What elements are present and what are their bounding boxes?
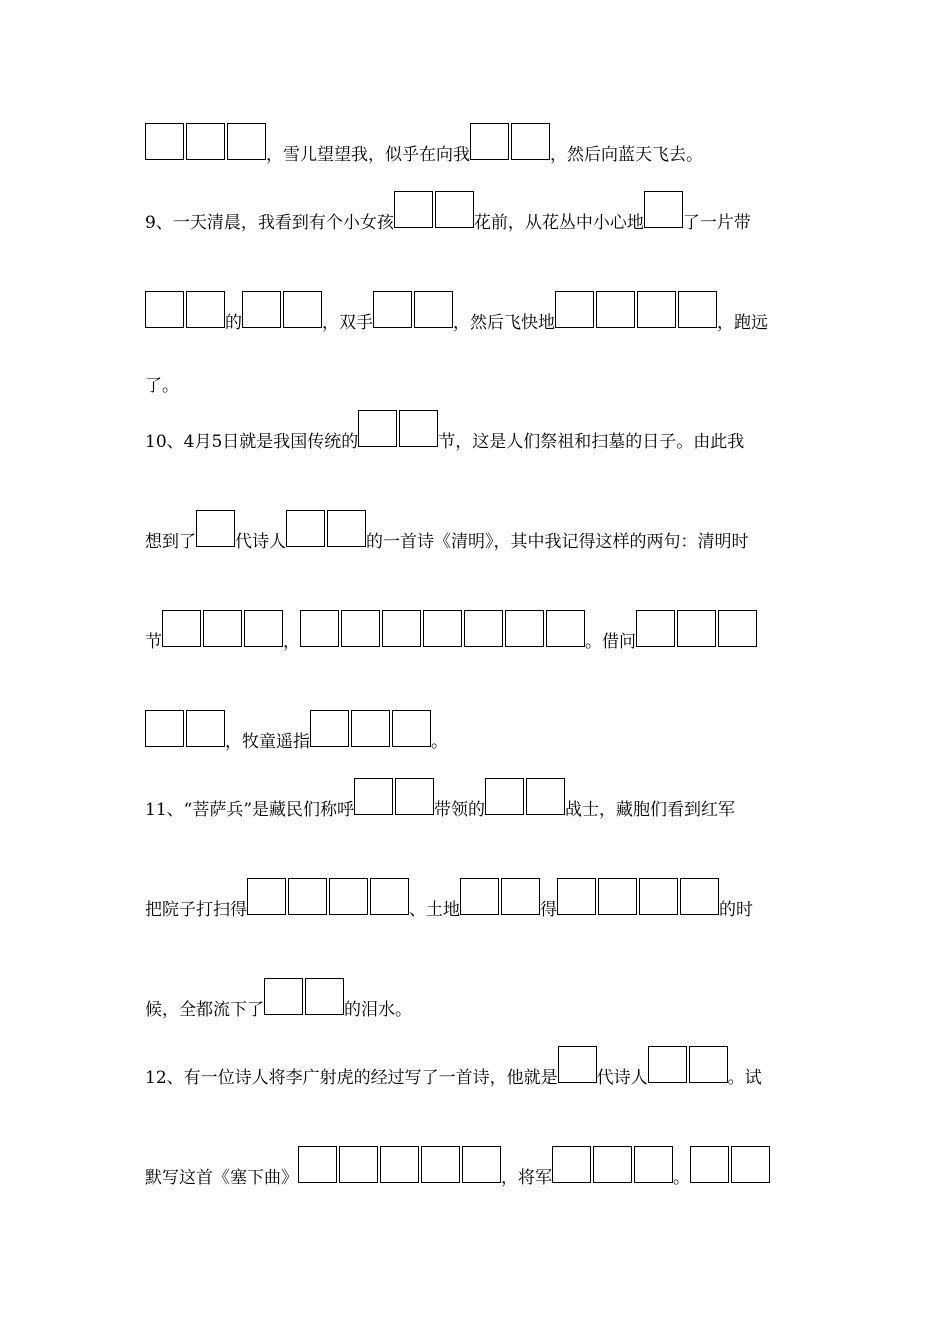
text-line (145, 294, 768, 334)
answer-box-group (354, 778, 434, 821)
answer-box-group (636, 610, 757, 653)
text-line (145, 981, 412, 1021)
line-text: 得 (540, 900, 557, 920)
answer-box-group (300, 610, 585, 653)
answer-box[interactable] (186, 291, 225, 328)
answer-box[interactable] (358, 410, 397, 447)
answer-box[interactable] (351, 710, 390, 747)
answer-box[interactable] (414, 291, 453, 328)
line-text: 带领的 (434, 800, 486, 820)
answer-box[interactable] (145, 291, 184, 328)
answer-box[interactable] (264, 978, 303, 1015)
answer-box-group (394, 191, 474, 234)
answer-box[interactable] (392, 710, 431, 747)
answer-box-group (298, 1146, 501, 1189)
answer-box[interactable] (247, 878, 286, 915)
answer-box[interactable] (596, 291, 635, 328)
line-text: 的泪水。 (344, 1000, 412, 1020)
text-line (145, 357, 179, 397)
answer-box-group (557, 878, 719, 921)
line-text: 了。 (145, 376, 179, 396)
answer-box[interactable] (298, 1146, 337, 1183)
answer-box-group (310, 710, 431, 753)
answer-box-group (690, 1146, 770, 1189)
answer-box[interactable] (485, 778, 524, 815)
text-line (145, 1149, 770, 1189)
answer-box[interactable] (690, 1146, 729, 1183)
answer-box[interactable] (639, 878, 678, 915)
answer-box[interactable] (339, 1146, 378, 1183)
line-text: 战士，藏胞们看到红军 (565, 800, 736, 820)
answer-box[interactable] (552, 1146, 591, 1183)
answer-box[interactable] (288, 878, 327, 915)
text-line (145, 613, 757, 653)
answer-box[interactable] (511, 123, 550, 160)
answer-box[interactable] (244, 610, 283, 647)
line-text: ，牧童遥指 (225, 732, 310, 752)
answer-box[interactable] (731, 1146, 770, 1183)
answer-box[interactable] (678, 291, 717, 328)
answer-box[interactable] (283, 291, 322, 328)
answer-box[interactable] (526, 778, 565, 815)
answer-box[interactable] (162, 610, 201, 647)
line-text: ，然后向蓝天飞去。 (550, 145, 703, 165)
answer-box[interactable] (435, 191, 474, 228)
answer-box-group (460, 878, 540, 921)
line-text: 。 (673, 1168, 690, 1188)
answer-box-group (242, 291, 322, 334)
answer-box[interactable] (227, 123, 266, 160)
answer-box[interactable] (382, 610, 421, 647)
line-text: 花前，从花丛中小心地 (473, 213, 644, 233)
line-text: 。 (431, 732, 448, 752)
line-text: 、土地 (409, 900, 460, 920)
text-line (145, 1049, 762, 1089)
answer-box[interactable] (689, 1046, 728, 1083)
answer-box[interactable] (593, 1146, 632, 1183)
answer-box[interactable] (470, 123, 509, 160)
line-text: 11、“菩萨兵”是藏民们称呼 (145, 800, 355, 820)
answer-box[interactable] (370, 878, 409, 915)
answer-box-group (145, 123, 266, 166)
answer-box-group (145, 710, 225, 753)
answer-box[interactable] (677, 610, 716, 647)
answer-box[interactable] (648, 1046, 687, 1083)
line-text: 的 (225, 313, 242, 333)
answer-box-group (162, 610, 283, 653)
answer-box[interactable] (196, 510, 235, 547)
text-line (145, 126, 703, 166)
answer-box-group (373, 291, 453, 334)
line-text: ，跑远 (717, 313, 768, 333)
answer-box-group (485, 778, 565, 821)
answer-box[interactable] (394, 191, 433, 228)
line-text: 默写这首《塞下曲》 (145, 1168, 298, 1188)
answer-box[interactable] (644, 191, 683, 228)
answer-box[interactable] (373, 291, 412, 328)
line-text: 的一首诗《清明》，其中我记得这样的两句：清明时 (366, 532, 749, 552)
line-text: ， (283, 632, 300, 652)
answer-box[interactable] (546, 610, 585, 647)
text-line (145, 413, 744, 453)
answer-box[interactable] (680, 878, 719, 915)
answer-box-group (555, 291, 717, 334)
answer-box[interactable] (558, 1046, 597, 1083)
line-text: 12、有一位诗人将李广射虎的经过写了一首诗，他就是 (145, 1068, 558, 1088)
line-text: 代诗人 (596, 1068, 648, 1088)
line-text: ，然后飞快地 (453, 313, 555, 333)
answer-box-group (196, 510, 235, 553)
answer-box[interactable] (399, 410, 438, 447)
text-line (145, 713, 448, 753)
answer-box[interactable] (462, 1146, 501, 1183)
answer-box-group (247, 878, 409, 921)
answer-box-group (358, 410, 438, 453)
text-line (145, 194, 751, 234)
answer-box[interactable] (421, 1146, 460, 1183)
line-text: 节 (145, 632, 162, 652)
answer-box-group (145, 291, 225, 334)
line-text: 。借问 (585, 632, 636, 652)
answer-box[interactable] (634, 1146, 673, 1183)
answer-box[interactable] (242, 291, 281, 328)
answer-box[interactable] (354, 778, 393, 815)
answer-box-group (644, 191, 683, 234)
answer-box-group (648, 1046, 728, 1089)
line-text: ，双手 (322, 313, 373, 333)
answer-box[interactable] (300, 610, 339, 647)
answer-box[interactable] (329, 878, 368, 915)
answer-box-group (470, 123, 550, 166)
line-text: 10、4月5日就是我国传统的 (145, 432, 359, 452)
answer-box[interactable] (464, 610, 503, 647)
answer-box[interactable] (305, 978, 344, 1015)
answer-box-group (264, 978, 344, 1021)
answer-box[interactable] (718, 610, 757, 647)
line-text: 9、一天清晨，我看到有个小女孩 (145, 213, 394, 233)
answer-box[interactable] (186, 710, 225, 747)
text-line (145, 513, 749, 553)
answer-box[interactable] (395, 778, 434, 815)
answer-box[interactable] (286, 510, 325, 547)
answer-box[interactable] (145, 123, 184, 160)
answer-box[interactable] (555, 291, 594, 328)
answer-box[interactable] (327, 510, 366, 547)
answer-box[interactable] (636, 610, 675, 647)
answer-box-group (286, 510, 366, 553)
line-text: 把院子打扫得 (145, 900, 247, 920)
answer-box[interactable] (186, 123, 225, 160)
answer-box[interactable] (145, 710, 184, 747)
line-text: 节，这是人们祭祖和扫墓的日子。由此我 (438, 432, 745, 452)
answer-box[interactable] (203, 610, 242, 647)
answer-box[interactable] (501, 878, 540, 915)
line-text: 的时 (719, 900, 753, 920)
answer-box[interactable] (423, 610, 462, 647)
text-line (145, 881, 753, 921)
line-text: ，雪儿望望我，似乎在向我 (266, 145, 470, 165)
answer-box[interactable] (310, 710, 349, 747)
answer-box[interactable] (341, 610, 380, 647)
line-text: 候，全都流下了 (145, 1000, 264, 1020)
answer-box-group (552, 1146, 673, 1189)
line-text: 。试 (727, 1068, 762, 1088)
answer-box[interactable] (637, 291, 676, 328)
answer-box[interactable] (460, 878, 499, 915)
line-text: 了一片带 (682, 213, 751, 233)
line-text: ，将军 (501, 1168, 552, 1188)
answer-box[interactable] (557, 878, 596, 915)
answer-box[interactable] (598, 878, 637, 915)
text-line (145, 781, 735, 821)
answer-box[interactable] (505, 610, 544, 647)
answer-box[interactable] (380, 1146, 419, 1183)
answer-box-group (558, 1046, 597, 1089)
line-text: 想到了 (145, 532, 196, 552)
line-text: 代诗人 (235, 532, 286, 552)
